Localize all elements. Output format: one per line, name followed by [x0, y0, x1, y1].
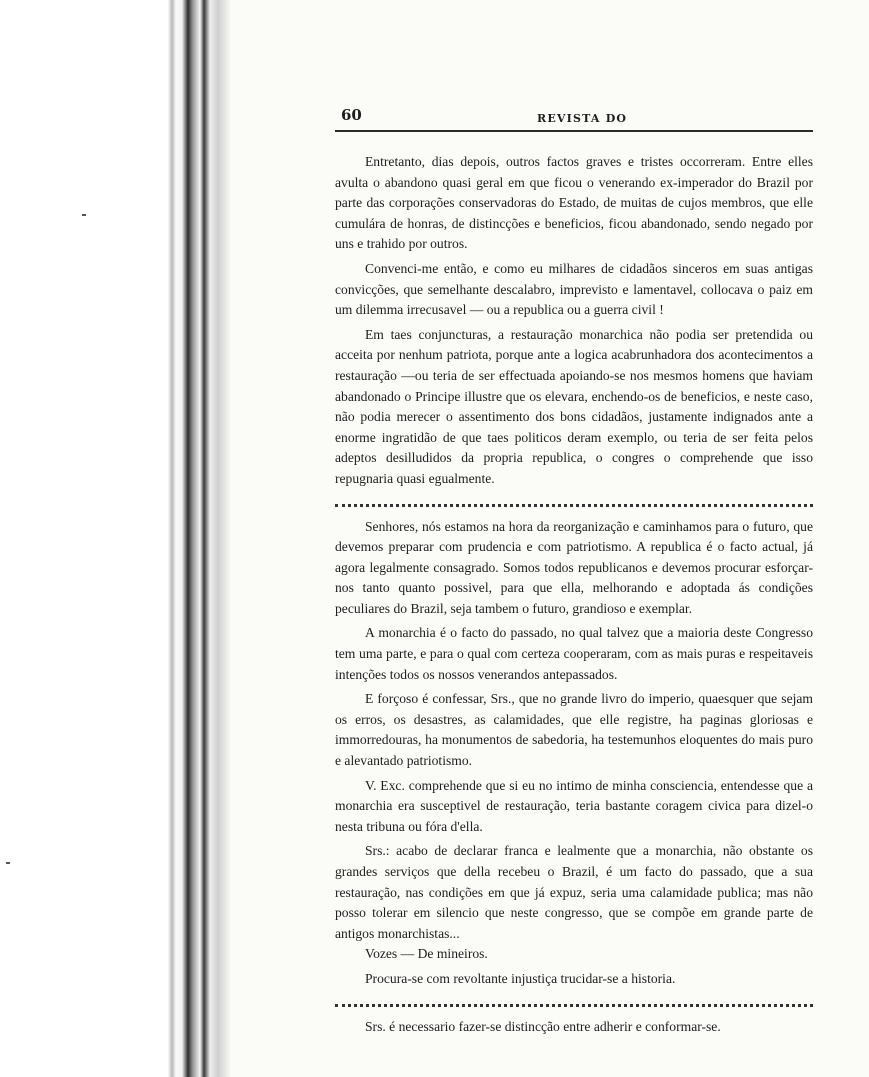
scan-speck — [82, 214, 86, 216]
paragraph: A monarchia é o facto do passado, no qual talvez que a maioria deste Congresso tem uma parte, e para o qual com certeza cooperaram, com as mais puras e respeitaveis intenções todos os nossos venerandos antepassados. — [335, 625, 813, 682]
paragraph: V. Exc. comprehende que si eu no intimo de minha consciencia, entendesse que a monarchia era susceptivel de restauração, teria bastante coragem civica para dizel-o nesta tribuna ou fóra d'ella. — [335, 777, 813, 834]
body-text — [335, 152, 813, 1037]
paragraph: Convenci-me então, e como eu milhares de cidadãos sinceros em suas antigas convicções, que semelhante descalabro, imprevisto e lamentavel, collocava o paiz em um dilemma irrecusavel — ou a republica ou a guerra civil ! — [335, 260, 813, 318]
paragraph: Srs. é necessario fazer-se distincção entre adherir e conformar-se. — [365, 1018, 721, 1034]
running-head: REVISTA DO — [537, 112, 628, 125]
scan-left-margin — [0, 0, 168, 1077]
paragraph: Senhores, nós estamos na hora da reorganização e caminhamos para o futuro, que devemos preparar com prudencia e com patriotismo. A republica é o facto actual, já agora legalmente consagrado. Somos todos republicanos e devemos procurar esforçar-nos tanto quanto possivel, para que ella, melhorando e adoptada ás condições peculiares do Brazil, seja tambem o futuro, grandioso e exemplar. — [335, 518, 813, 616]
interjection: Vozes — De mineiros. — [365, 946, 488, 962]
document-page — [335, 100, 813, 1037]
dotted-separator — [335, 496, 813, 507]
paragraph: Srs.: acabo de declarar franca e lealmente que a monarchia, não obstante os grandes serviços que della recebeu o Brazil, é um facto do passado, que a sua restauração, nas condições em que já expuz, seria uma calamidade publica; mas não posso tolerar em silencio que neste congresso, que se compõe em grande parte de antigos monarchistas... — [335, 843, 813, 941]
scan-speck — [6, 862, 10, 864]
paragraph: Em taes conjuncturas, a restauração monarchica não podia ser pretendida ou acceita por nenhum patriota, porque ante a logica acabrunhadora dos acontecimentos a restauração —ou teria de ser effectuada apoiando-se nos mesmos homens que haviam abandonado o Principe illustre que os elevara, enchendo-os de beneficios, e neste caso, não podia merecer o assentimento dos bons cidadãos, justamente indignados ante a enorme ingratidão de que taes politicos deram exemplo, ou teria de ser feita pelos adeptos desilludidos da propria republica, o congres o comprehende que isso repugnaria quasi egualmente. — [335, 326, 813, 486]
paragraph: Entretanto, dias depois, outros factos graves e tristes occorreram. Entre elles avulta o abandono quasi geral em que ficou o venerando ex-imperador do Brazil por parte das corporações conservadoras do Estado, de muitas de cujos membros, que elle cumulára de honras, de distincções e beneficios, ficou abandonado, sendo negado por uns e trahido por outros. — [335, 154, 813, 252]
dotted-separator — [335, 996, 813, 1007]
paragraph: Procura-se com revoltante injustiça trucidar-se a historia. — [365, 970, 676, 986]
page-number: 60 — [341, 106, 362, 124]
page-header — [335, 100, 813, 132]
book-spine-shadow — [168, 0, 230, 1077]
paragraph: E forçoso é confessar, Srs., que no grande livro do imperio, quaesquer que sejam os erros, os desastres, as calamidades, que elle registre, ha paginas gloriosas e immorredouras, ha monumentos de sabedoria, ha testemunhos eloquentes do mais puro e alevantado patriotismo. — [335, 691, 813, 769]
